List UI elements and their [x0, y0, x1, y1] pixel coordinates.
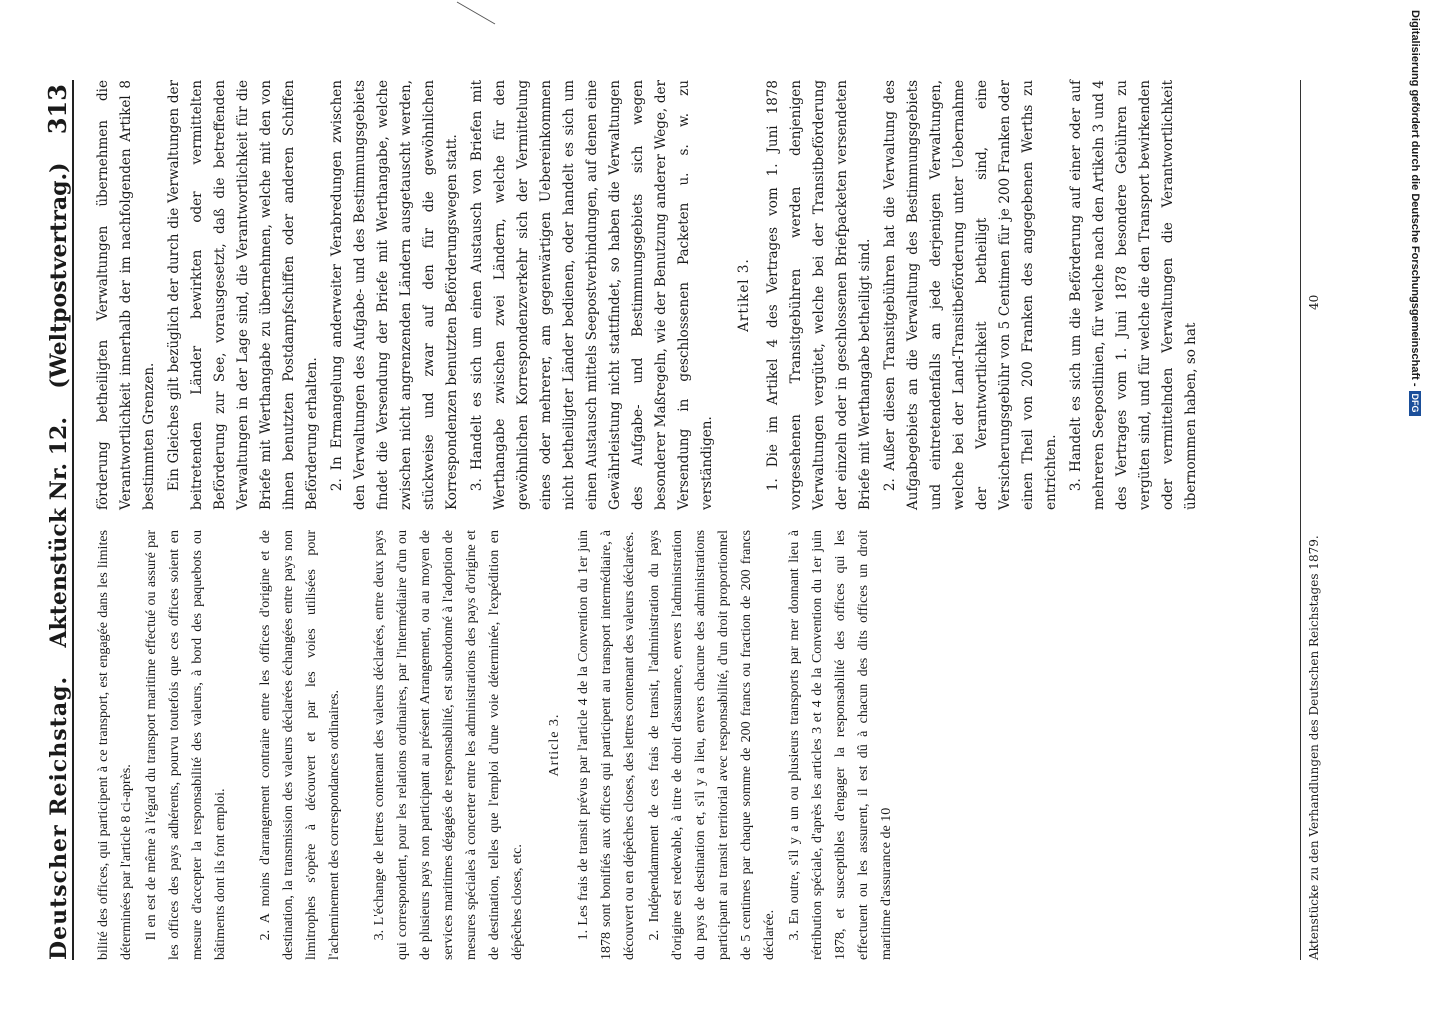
- french-paragraph: bilité des offices, qui participent à ce transport, est engagée dans les limites déterminées par l'article 8 ci-après.: [96, 530, 134, 960]
- footer-source: Aktenstücke zu den Verhandlungen des Deutschen Reichstages 1879.: [1307, 535, 1321, 960]
- german-paragraph: 1. Die im Artikel 4 des Vertrages vom 1. Juni 1878 vorgesehenen Transitgebühren werden denjenigen Verwaltungen vergütet, welche bei der Transitbeförderung der einzeln oder in geschlossenen Briefpacketen versendeten Briefe mit Werthangabe betheiligt sind.: [765, 80, 873, 510]
- german-paragraph: 3. Handelt es sich um einen Austausch von Briefen mit Werthangabe zwischen zwei Ländern, welche für den gewöhnlichen Korrespondenzverkehr sich der Vermittelung eines oder mehrerer, am gegenwärtigen Uebereinkommen nicht betheiligter Länder bedienen, oder handelt es sich um einen Austausch mittels Seepostverbindungen, auf denen eine Gewährleistung nicht stattfindet, so haben die Verwaltungen des Aufgabe- und Bestimmungsgebiets sich wegen besonderer Maßregeln, wie der Benutzung anderer Wege, der Versendung in geschlossenen Packeten u. s. w. zu verständigen.: [469, 80, 715, 510]
- german-text-column: [92, 80, 1205, 510]
- french-article-heading: Article 3.: [547, 713, 562, 777]
- french-paragraph: 2. A moins d'arrangement contraire entre les offices d'origine et de destination, la transmission des valeurs déclarées échangées entre pays non limitrophes s'opère à découvert et par les voies utilisées pour l'acheminement des correspondances ordinaires.: [258, 530, 342, 960]
- german-article-heading: Artikel 3.: [736, 258, 752, 332]
- french-paragraph: 3. L'échange de lettres contenant des valeurs déclarées, entre deux pays qui correspondent, pour les relations ordinaires, par l'intermédiaire d'un ou de plusieurs pays non participant au présent Arrangement, ou au moyen de services maritimes dégagés de responsabilité, est subordonné à l'adoption de mesures spéciales à concerter entre les administrations des pays d'origine et de destination, telles que l'emploi d'une voie déterminée, l'expédition en dépêches closes, etc.: [372, 530, 525, 960]
- footer-signature-mark: 40: [1307, 294, 1321, 310]
- paragraph-spacer: [234, 530, 254, 960]
- french-paragraph: 1. Les frais de transit prévus par l'article 4 de la Convention du 1er juin 1878 sont bonifiés aux offices qui participent au transport intermédiaire, à découvert ou en dépêches closes, des lettres contenant des valeurs déclarées.: [576, 530, 637, 960]
- french-paragraph: Il en est de même à l'égard du transport maritime effectué ou assuré par les offices des pays adhérents, pourvu toutefois que ces offices soient en mesure d'accepter la responsabilité des valeurs, à bord des paquebots ou bâtiments dont ils font emploi.: [144, 530, 228, 960]
- dfg-logo: DFG: [1409, 391, 1421, 416]
- page-number: 313: [43, 84, 72, 135]
- page-header: [12, 80, 74, 960]
- german-paragraph: 3. Handelt es sich um die Beförderung auf einer oder auf mehreren Seepostlinien, für welche nach den Artikeln 3 und 4 des Vertrages vom 1. Juni 1878 besondere Gebühren zu vergüten sind, und für welche die den Transport bewirkenden oder vermittelnden Verwaltungen die Verantwortlichkeit übernommen haben, so hat: [1068, 80, 1199, 510]
- german-paragraph: 2. In Ermangelung anderweiter Verabredungen zwischen den Verwaltungen des Aufgabe- und des Bestimmungsgebiets findet die Versendung der Briefe mit Werthangabe, welche zwischen nicht angrenzenden Ländern ausgetauscht werden, stückweise und zwar auf den für die gewöhnlichen Korrespondenzen benutzten Beförderungswegen statt.: [329, 80, 460, 510]
- header-topic: (Weltpostvertrag.): [46, 162, 72, 389]
- german-paragraph: 2. Außer diesen Transitgebühren hat die Verwaltung des Aufgabegebiets an die Verwaltung des Bestimmungsgebiets und eintretendenfalls an jede derjenigen Verwaltungen, welche bei der Land-Transitbeförderung unter Uebernahme der Verantwortlichkeit betheiligt sind, eine Versicherungsgebühr von 5 Centimen für je 200 Franken oder einen Theil von 200 Franken des angegebenen Werths zu entrichten.: [882, 80, 1059, 510]
- page-footer: [1300, 80, 1321, 960]
- header-document-number: Aktenstück Nr. 12.: [46, 416, 72, 648]
- paragraph-spacer: [348, 530, 368, 960]
- header-publication: Deutscher Reichstag.: [46, 675, 72, 960]
- digitization-credit: [1402, 0, 1428, 1010]
- scan-artifact-mark: [455, 0, 515, 26]
- german-paragraph: förderung betheiligten Verwaltungen übernehmen die Verantwortlichkeit innerhalb der im nachfolgenden Artikel 8 bestimmten Grenzen.: [95, 80, 157, 510]
- french-text-column: [92, 530, 900, 960]
- french-paragraph: 2. Indépendamment de ces frais de transit, l'administration du pays d'origine est redevable, à titre de droit d'assurance, envers l'administration du pays de destination et, s'il y a lieu, envers chacune des administrations participant au transit territorial avec responsabilité, d'un droit proportionnel de 5 centimes par chaque somme de 200 francs ou fraction de 200 francs déclarée.: [647, 530, 777, 960]
- credit-text: Digitalisierung gefördert durch die Deutsche Forschungsgemeinschaft -: [1409, 10, 1421, 387]
- digitization-credit-strip: [1402, 0, 1428, 1000]
- german-paragraph: Ein Gleiches gilt bezüglich der durch die Verwaltungen der beitretenden Länder bewirkten oder vermittelten Beförderung zur See, vorausgesetzt, daß die betreffenden Verwaltungen in der Lage sind, die Verantwortlichkeit für die Briefe mit Werthangabe zu übernehmen, welche mit den von ihnen benutzten Postdampfschiffen oder anderen Schiffen Beförderung erhalten.: [166, 80, 320, 510]
- french-paragraph: 3. En outre, s'il y a un ou plusieurs transports par mer donnant lieu à rétribution spéciale, d'après les articles 3 et 4 de la Convention du 1er juin 1878, et susceptibles d'engager la responsabilité des offices qui les effectuent ou les assurent, il est dû à chacun des dits offices un droit maritime d'assurance de 10: [787, 530, 894, 960]
